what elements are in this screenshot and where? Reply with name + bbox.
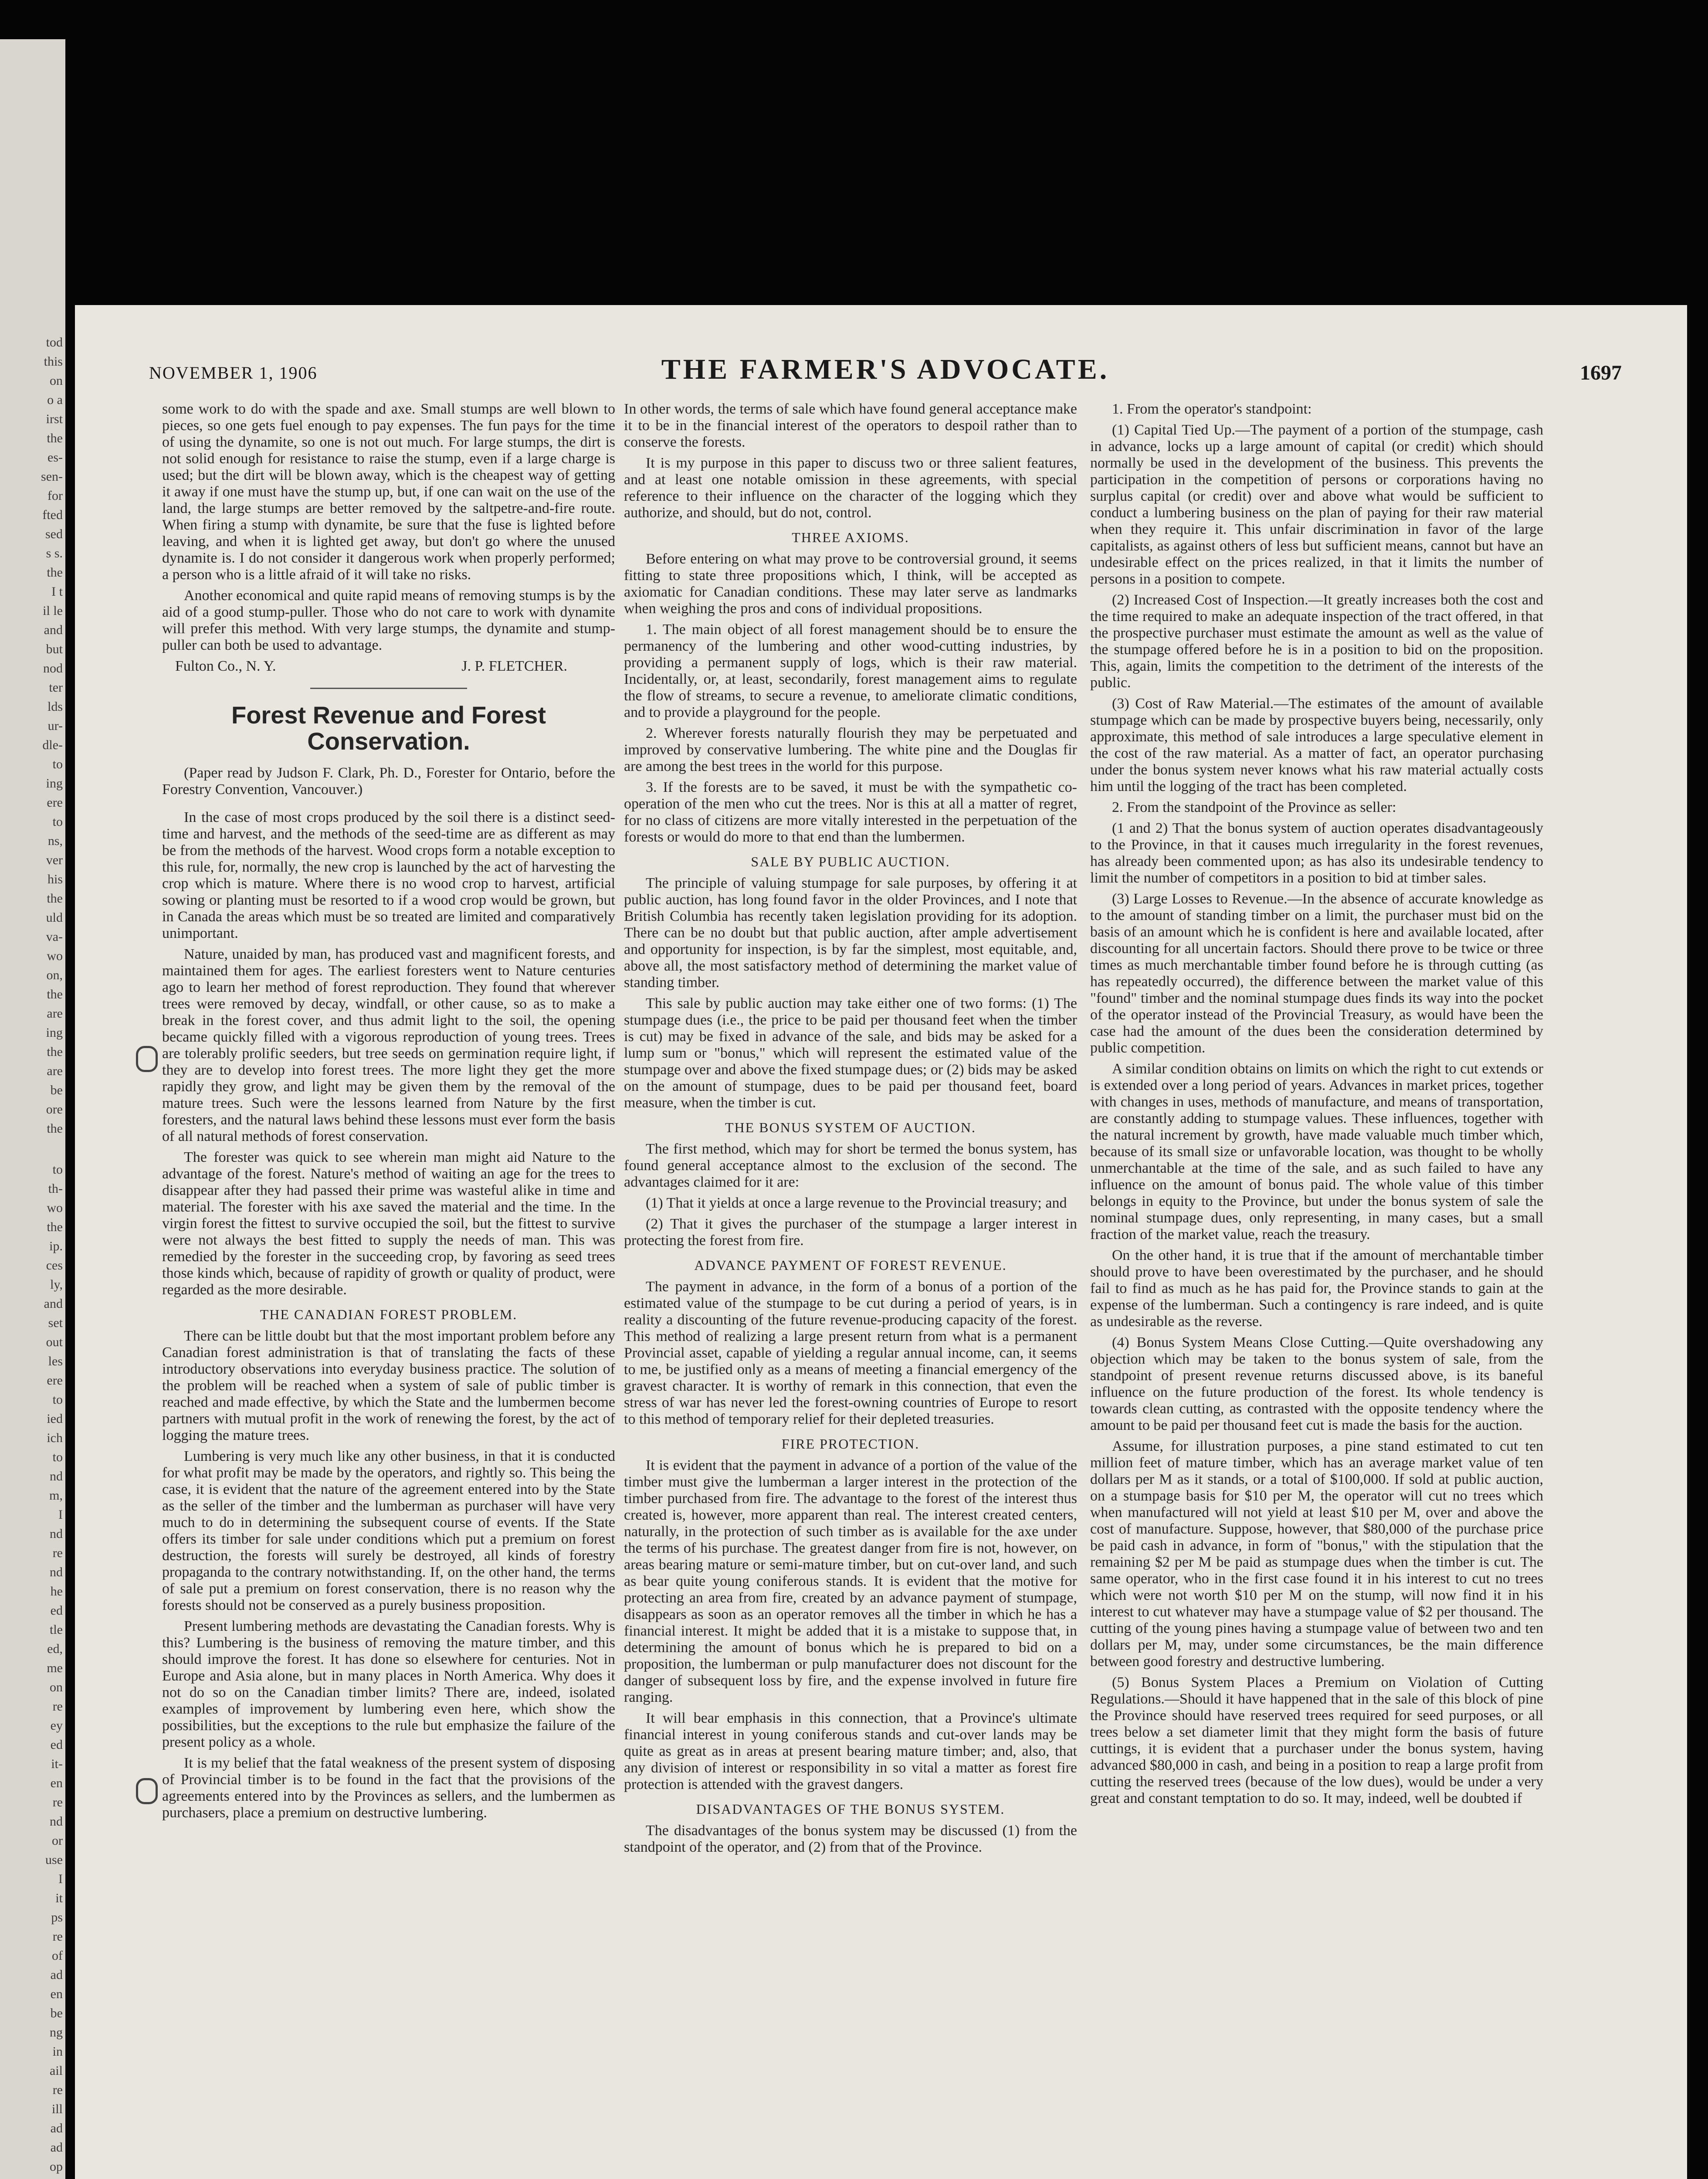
paragraph: It is my belief that the fatal weakness of the present system of disposing of Provincial timber is to be found in the fact that the provisions of the agreements entered into by the Provinces as sellers, and the lumbermen as purchasers, place a premium on destructive lumbering.: [162, 1755, 615, 1821]
fragment-text: ng: [50, 2025, 63, 2040]
fragment-text: it-: [51, 1757, 63, 1771]
fragment-text: ad: [50, 2121, 63, 2135]
binding-hole-mark: [136, 1778, 158, 1804]
fragment-text: irst: [46, 412, 63, 426]
newspaper-page: [75, 305, 1687, 2179]
fragment-text: the: [47, 1220, 63, 1234]
fragment-text: ly,: [50, 1277, 63, 1292]
fragment-text: use: [45, 1853, 63, 1867]
fragment-text: the: [47, 891, 63, 906]
fragment-text: il le: [43, 604, 63, 618]
fragment-text: nd: [50, 1814, 63, 1829]
fragment-text: re: [52, 2083, 63, 2097]
section-heading: ADVANCE PAYMENT OF FOREST REVENUE.: [694, 1257, 1007, 1273]
fragment-text: on,: [46, 968, 63, 982]
fragment-text: ere: [47, 795, 63, 810]
fragment-text: tle: [50, 1622, 63, 1637]
fragment-text: ur-: [47, 719, 63, 733]
fragment-text: ns,: [47, 834, 63, 848]
paragraph: The payment in advance, in the form of a bonus of a portion of the estimated value of the stumpage to be cut during a period of years, is in reality a discounting of the future revenue-producing capacity of the forest. This method of realizing a large present return from what is a permanent Provincial asset, capable of yielding a regular annual income, can, it seems to me, be justified only as a means of meeting a financial emergency of the gravest character. It is worthy of remark in this connection, that even the stress of war has never led the forest-owning countries of Europe to resort to this method of temporary relief for their depleted treasuries.: [624, 1279, 1077, 1427]
fragment-text: ed,: [47, 1642, 63, 1656]
fragment-text: to: [52, 815, 63, 829]
fragment-text: to: [52, 1162, 63, 1177]
fragment-text: wo: [47, 949, 63, 963]
paragraph: (2) That it gives the purchaser of the stumpage a larger interest in protecting the forest from fire.: [624, 1216, 1077, 1249]
fragment-text: his: [47, 872, 63, 886]
fragment-text: this: [44, 354, 63, 369]
fragment-text: to: [52, 1450, 63, 1464]
paragraph: In the case of most crops produced by the soil there is a distinct seed-time and harvest, and the methods of the seed-time are as different as may be from the methods of the harvest. Wood crops form a notable exception to this rule, for, normally, the new crop is launched by the act of harvesting the crop which is mature. Where there is no wood crop to harvest, artificial sowing or planting must be resorted to if a wood crop would be grown, but in Canada the areas which must be so treated are limited and comparatively unimportant.: [162, 809, 615, 941]
page-header: [149, 353, 1622, 392]
fragment-text: s s.: [46, 546, 63, 560]
paragraph: This sale by public auction may take either one of two forms: (1) The stumpage dues (i.e., the price to be paid per thousand feet when the timber is cut) may be fixed in advance of the sale, and bids may be asked for a lump sum or "bonus," which will represent the estimated value of the stumpage over and above the fixed stumpage dues; or (2) bids may be asked on the amount of stumpage, dues to be paid per thousand feet, board measure, when the timber is cut.: [624, 995, 1077, 1111]
article-byline: (Paper read by Judson F. Clark, Ph. D., Forester for Ontario, before the Forestry Convention, Vancouver.): [162, 765, 615, 798]
paragraph: The forester was quick to see wherein man might aid Nature to the advantage of the forest. Nature's method of waiting an age for the trees to disappear after they had passed their prime was wasteful alike in time and material. The forester with his axe saved the material and the time. In the virgin forest the fittest to survive occupied the soil, but the fittest to survive were not always the best fitted to supply the needs of man. This was remedied by the forester in the succeeding crop, by favoring as seed trees those kinds which, because of rapidity of growth or quality of product, were regarded as the more desirable.: [162, 1149, 615, 1298]
fragment-text: m,: [49, 1488, 63, 1503]
page-number: 1697: [1580, 361, 1622, 384]
paragraph: In other words, the terms of sale which have found general acceptance make it to be in the financial interest of the operators to despoil rather than to conserve the forests.: [624, 401, 1077, 450]
fragment-text: me: [47, 1661, 63, 1675]
fragment-text: ore: [46, 1102, 63, 1117]
fragment-text: ere: [47, 1373, 63, 1388]
paragraph: Before entering on what may prove to be controversial ground, it seems fitting to state three propositions which, I think, will be accepted as axiomatic for Canadian conditions. These may later serve as landmarks when weighing the pros and cons of individual propositions.: [624, 551, 1077, 617]
section-heading: THREE AXIOMS.: [792, 529, 909, 545]
paragraph: Present lumbering methods are devastating the Canadian forests. Why is this? Lumbering is the business of removing the mature timber, and this should improve the forest. It has done so elsewhere for centuries. Not in Europe and Asia alone, but in many places in North America. Why does it not do so on the Canadian timber limits? There are, indeed, isolated examples of improvement by lumbering even here, which show the possibilities, but the exceptions to the rule but emphasize the failure of the present policy as a whole.: [162, 1618, 615, 1750]
fragment-text: dle-: [42, 738, 63, 752]
paragraph: (4) Bonus System Means Close Cutting.—Quite overshadowing any objection which may be taken to the bonus system of sale, from the standpoint of present revenue returns discussed above, is its baneful influence on the future production of the forest. Its whole tendency is towards clean cutting, as contrasted with the opposite tendency where the amount to be paid per thousand feet cut is made the basis for the auction.: [1090, 1334, 1543, 1433]
binding-hole-mark: [136, 1046, 158, 1072]
column-2: [624, 401, 1077, 2179]
fragment-text: sen-: [41, 469, 63, 484]
fragment-text: ps: [51, 1910, 63, 1924]
fragment-text: ied: [47, 1412, 63, 1426]
fragment-text: ail: [50, 2064, 63, 2078]
section-heading: THE BONUS SYSTEM OF AUCTION.: [725, 1120, 976, 1135]
fragment-text: or: [52, 1833, 63, 1848]
paragraph: (1 and 2) That the bonus system of auction operates disadvantageously to the Province, in that it causes much irregularity in the forest revenues, has already been commented upon; as has also its undesirable tendency to limit the number of competitors in a position to bid at timber sales.: [1090, 820, 1543, 886]
fragment-text: and: [44, 1297, 63, 1311]
fragment-text: lds: [47, 699, 63, 714]
fragment-text: to: [52, 1392, 63, 1407]
paragraph: 2. From the standpoint of the Province as seller:: [1112, 799, 1396, 815]
paragraph: (3) Large Losses to Revenue.—In the absence of accurate knowledge as to the amount of standing timber on a limit, the purchaser must bid on the basis of an amount which he is confident is here and available located, after discounting for all uncertain factors. Should there prove to be twice or three times as much merchantable timber found before he is through cutting (as has repeatedly occurred), the difference between the market value of this "found" timber and the nominal stumpage dues finds its way into the pocket of the operator instead of the Provincial Treasury, as would have been the case had the amount of the dues been the consideration determined by public competition.: [1090, 891, 1543, 1056]
paragraph: (3) Cost of Raw Material.—The estimates of the amount of available stumpage which can be made by prospective buyers being, necessarily, only approximate, this method of sale introduces a large speculative element in the cost of the raw material. As a matter of fact, an operator purchasing under the bonus system never knows what his raw material actually costs him until the logging of the tract has been completed.: [1090, 696, 1543, 794]
fragment-text: wo: [47, 1201, 63, 1215]
fragment-text: re: [52, 1699, 63, 1714]
fragment-text: on: [50, 373, 63, 388]
fragment-text: the: [47, 987, 63, 1001]
fragment-text: but: [46, 642, 63, 656]
issue-date: NOVEMBER 1, 1906: [149, 363, 318, 383]
fragment-text: ing: [46, 1025, 63, 1040]
paragraph: Nature, unaided by man, has produced vast and magnificent forests, and maintained them for ages. The earliest foresters went to Nature centuries ago to learn her method of forest reproduction. They found that wherever trees were removed by decay, windfall, or other cause, so as to make a break in the forest cover, and thus admit light to the soil, the opening became quickly filled with a vigorous reproduction of young trees. Trees are tolerably prolific seeders, but tree seeds on germination require light, if they are to develop into forest trees. The more light they get the more rapidly they grow, and light may be given them by the removal of the mature trees. Such were the lessons learned from Nature by the first foresters, and the natural laws behind these lessons must ever form the basis of all natural methods of forest conservation.: [162, 946, 615, 1144]
paragraph: The disadvantages of the bonus system may be discussed (1) from the standpoint of the operator, and (2) from that of the Province.: [624, 1823, 1077, 1855]
fragment-text: out: [46, 1335, 63, 1349]
divider: [310, 688, 467, 689]
fragment-text: fted: [42, 508, 63, 522]
paragraph: (5) Bonus System Places a Premium on Violation of Cutting Regulations.—Should it have happened that in the sale of this block of pine the Province should have reserved trees required for seed purposes, or all trees below a set diameter limit that they might form the basis of future cuttings, it is evident that a purchaser under the bonus system, having advanced $80,000 in cash, and being in a position to reap a large profit from cutting the reserved trees (because of the low dues), would be under a very great and constant temptation to do so. It may, indeed, well be doubted if: [1090, 1674, 1543, 1806]
fragment-text: ed: [50, 1603, 63, 1618]
fragment-text: on: [50, 1680, 63, 1694]
fragment-text: op: [50, 2159, 63, 2174]
fragment-text: ces: [46, 1258, 63, 1273]
fragment-text: nd: [50, 1527, 63, 1541]
fragment-text: nd: [50, 1469, 63, 1483]
fragment-text: set: [48, 1316, 63, 1330]
paragraph: (1) Capital Tied Up.—The payment of a portion of the stumpage, cash in advance, locks up a large amount of capital (or credit) which should normally be used in the development of the business. This prevents the participation in the competition of persons or corporations having no surplus capital (or credit) over and above what would be sufficient to conduct a lumbering business on the plan of paying for their raw material when they require it. This unfair discrimination in favor of the large capitalists, as against others of less but sufficient means, cannot but have an undesirable effect on the prices realized, in that it limits the number of persons in a position to compete.: [1090, 422, 1543, 587]
fragment-text: ver: [46, 853, 63, 867]
fragment-text: nd: [50, 1565, 63, 1579]
fragment-text: I: [58, 1507, 63, 1522]
fragment-text: and: [44, 623, 63, 637]
paragraph: There can be little doubt but that the most important problem before any Canadian forest administration is that of translating the facts of these introductory observations into everyday business practice. The solution of the problem will be reached when a system of sale of public timber is reached and made effective, by which the State and the lumbermen become partners with mutual profit in the work of renewing the forest, by the act of logging the mature trees.: [162, 1328, 615, 1443]
fragment-text: of: [52, 1948, 63, 1963]
fragment-text: ad: [50, 1968, 63, 1982]
fragment-text: re: [52, 1929, 63, 1944]
fragment-text: es-: [47, 450, 63, 465]
paragraph: 2. Wherever forests naturally flourish they may be perpetuated and improved by conservative lumbering. The white pine and the Douglas fir are among the best trees in the world for this purpose.: [624, 725, 1077, 774]
fragment-text: ich: [47, 1431, 63, 1445]
column-1: [162, 401, 615, 2179]
section-heading: SALE BY PUBLIC AUCTION.: [751, 854, 950, 869]
fragment-text: va-: [46, 930, 63, 944]
paragraph: It is evident that the payment in advance of a portion of the value of the timber must give the lumberman a larger interest in the protection of the timber purchased from fire. The advantage to the forest of the interest thus created is, however, more apparent than real. The interest created centers, naturally, in the protection of such timber as is available for the axe under the terms of his purchase. The greatest danger from fire is not, however, on areas bearing mature or semi-mature timber, but on cut-over land, and such as bear quite young coniferous stands. It is evident that the motive for protecting an area from fire, created by an advance payment of stumpage, disappears as soon as an operator removes all the timber in which he has a financial interest. It might be added that it is a mistake to suppose that, in determining the amount of bonus which he is prepared to bid on a proposition, the lumberman or pulp manufacturer does not discount for the danger of subsequent loss by fire, and the expense involved in future fire ranging.: [624, 1457, 1077, 1705]
paragraph: 3. If the forests are to be saved, it must be with the sympathetic co-operation of the men who cut the trees. Nor is this at all a matter of regret, for no class of citizens are more vitally interested in the perpetuation of the forests or would do more to that end than the lumbermen.: [624, 779, 1077, 845]
fragment-text: be: [50, 2006, 63, 2020]
fragment-text: ad: [50, 2140, 63, 2155]
adjacent-page-fragment: [0, 39, 65, 2179]
fragment-text: I t: [51, 584, 63, 599]
paragraph: (2) Increased Cost of Inspection.—It greatly increases both the cost and the time required to make an adequate inspection of the tract offered, in that the prospective purchaser must estimate the amount as well as the value of the stumpage offered before he is in a position to bid on the proposition. This, again, limits the competition to the detriment of the interests of the public.: [1090, 592, 1543, 691]
fragment-text: are: [47, 1064, 63, 1078]
section-heading: DISADVANTAGES OF THE BONUS SYSTEM.: [696, 1801, 1005, 1817]
fragment-text: to: [52, 757, 63, 771]
paragraph: It is my purpose in this paper to discuss two or three salient features, and at least one notable omission in these agreements, with special reference to their influence on the character of the logging which they authorize, and should, but do not, control.: [624, 455, 1077, 521]
paragraph: It will bear emphasis in this connection, that a Province's ultimate financial interest in young coniferous stands and cut-over lands may be quite as great as in areas at present bearing mature timber; and, also, that any division of interest or responsibility in so vital a matter as forest fire protection is attended with the gravest dangers.: [624, 1710, 1077, 1792]
paragraph: On the other hand, it is true that if the amount of merchantable timber should prove to have been overestimated by the purchaser, and he should fail to find as much as he has paid for, the Province stands to gain at the expense of the lumberman. Such a contingency is rare indeed, and is quite as undesirable as the reverse.: [1090, 1247, 1543, 1330]
paragraph: The principle of valuing stumpage for sale purposes, by offering it at public auction, has long found favor in the older Provinces, and I note that British Columbia has recently taken legislation providing for its adoption. There can be no doubt but that public auction, after ample advertisement and opportunity for inspection, is by far the simplest, most equitable, and, above all, the most satisfactory method of determining the market value of standing timber.: [624, 875, 1077, 991]
section-heading: FIRE PROTECTION.: [781, 1436, 920, 1452]
fragment-text: th-: [48, 1181, 63, 1196]
fragment-text: be: [50, 1083, 63, 1097]
fragment-text: are: [47, 1006, 63, 1021]
section-heading: THE CANADIAN FOREST PROBLEM.: [260, 1307, 518, 1322]
fragment-text: ed: [50, 1738, 63, 1752]
fragment-text: re: [52, 1795, 63, 1809]
masthead-title: THE FARMER'S ADVOCATE.: [661, 353, 1110, 385]
fragment-text: for: [47, 489, 63, 503]
paragraph: A similar condition obtains on limits on which the right to cut extends or is extended over a long period of years. Advances in market prices, together with changes in uses, methods of manufacture, and means of transportation, are constantly adding to stumpage values. These influences, together with the natural increment by growth, have made valuable much timber which, because of its small size or unfavorable location, was thought to be wholly unmerchantable at the time of the sale, and as such failed to have any influence on the amount of bonus paid. The whole value of this timber belongs in equity to the Province, but under the bonus system of sale the nominal stumpage dues, only representing, in many cases, but a small fraction of the market value, reach the treasury.: [1090, 1061, 1543, 1242]
fragment-text: ip.: [49, 1239, 63, 1253]
fragment-text: the: [47, 1045, 63, 1059]
fragment-text: the: [47, 431, 63, 445]
paragraph: The first method, which may for short be termed the bonus system, has found general acceptance almost to the exclusion of the second. The advantages claimed for it are:: [624, 1141, 1077, 1190]
fragment-text: I: [58, 1872, 63, 1886]
fragment-text: sed: [45, 527, 63, 541]
paragraph: Assume, for illustration purposes, a pine stand estimated to cut ten million feet of mature timber, which has an average market value of ten dollars per M as it stands, or a total of $100,000. If sold at public auction, on a stumpage basis for $10 per M, the operator will cut no trees which when manufactured will not yield at least $10 per M, over and above the cost of manufacture. Suppose, however, that $80,000 of the purchase price be paid cash in advance, in form of "bonus," with the stipulation that the remaining $2 per M be paid as stumpage dues when the timber is cut. The same operator, who in the first case found it in his interest to cut no trees which were not worth $10 per M on the stump, will now find it in his interest to cut whatever may have a stumpage value of $2 per thousand. The cutting of the young pines having a stumpage value of between two and ten dollars per M, may, under some circumstances, be the main difference between good forestry and destructive lumbering.: [1090, 1438, 1543, 1670]
paragraph: Another economical and quite rapid means of removing stumps is by the aid of a good stump-puller. Those who do not care to work with dynamite will prefer this method. With very large stumps, the dynamite and stump-puller can both be used to advantage.: [162, 587, 615, 653]
paragraph: (1) That it yields at once a large revenue to the Provincial treasury; and: [646, 1195, 1067, 1211]
fragment-text: uld: [46, 910, 63, 925]
column-3: [1090, 401, 1543, 2179]
signature-line: [162, 658, 615, 675]
fragment-text: it: [55, 1891, 63, 1905]
fragment-text: he: [50, 1584, 63, 1599]
paragraph: 1. From the operator's standpoint:: [1112, 401, 1312, 417]
paragraph: Lumbering is very much like any other business, in that it is conducted for what profit may be made by the operators, and rightly so. This being the case, it is evident that the nature of the agreement entered into by the State as the seller of the timber and the lumberman as purchaser will have very much to do in determining the subsequent course of events. If the State offers its timber for sale under conditions which put a premium on forest destruction, the forests will surely be destroyed, all kinds of forestry propaganda to the contrary notwithstanding. If, on the other hand, the terms of sale put a premium on forest conservation, there is no reason why the forests should not be conserved as a purely business proposition.: [162, 1448, 615, 1613]
fragment-text: ill: [51, 2102, 63, 2116]
article-title: Forest Revenue and Forest Conservation.: [231, 701, 546, 755]
fragment-text: ter: [49, 680, 63, 695]
paragraph: some work to do with the spade and axe. Small stumps are well blown to pieces, so one gets fuel enough to pay expenses. The fun pays for the time of using the dynamite, so one is not out much. For large stumps, the dirt is not solid enough for resistance to raise the stump, even if a large charge is used; but the dirt will be blown away, which is the cheapest way of getting it away if one must have the stump up, but, if one can wait on the use of the land, the large stumps are better removed by the saltpetre-and-fire route. When firing a stump with dynamite, be sure that the fuse is lighted before leaving, and when it is lighted get away, but don't go where the unused dynamite is. I do not consider it dangerous work when properly performed; a person who is a little afraid of it will take no risks.: [162, 401, 615, 583]
fragment-text: the: [47, 1121, 63, 1136]
fragment-text: tod: [46, 335, 63, 350]
fragment-text: o a: [47, 393, 63, 407]
fragment-text: re: [52, 1546, 63, 1560]
signature-place: Fulton Co., N. Y.: [175, 658, 276, 674]
fragment-text: nod: [43, 661, 63, 675]
fragment-text: ey: [50, 1718, 63, 1733]
fragment-text: ing: [46, 776, 63, 791]
paragraph: 1. The main object of all forest management should be to ensure the permanency of the lumbering and other wood-cutting industries, by providing a permanent supply of logs, which is their raw material. Incidentally, or, at least, secondarily, forest management aims to regulate the flow of streams, to secure a revenue, to ameliorate climatic conditions, and to provide a playground for the people.: [624, 621, 1077, 720]
fragment-text: the: [47, 565, 63, 580]
signature-name: J. P. FLETCHER.: [461, 658, 567, 674]
fragment-text: en: [50, 1987, 63, 2001]
fragment-text: in: [52, 2044, 63, 2059]
fragment-text: en: [50, 1776, 63, 1790]
fragment-text: les: [48, 1354, 63, 1368]
